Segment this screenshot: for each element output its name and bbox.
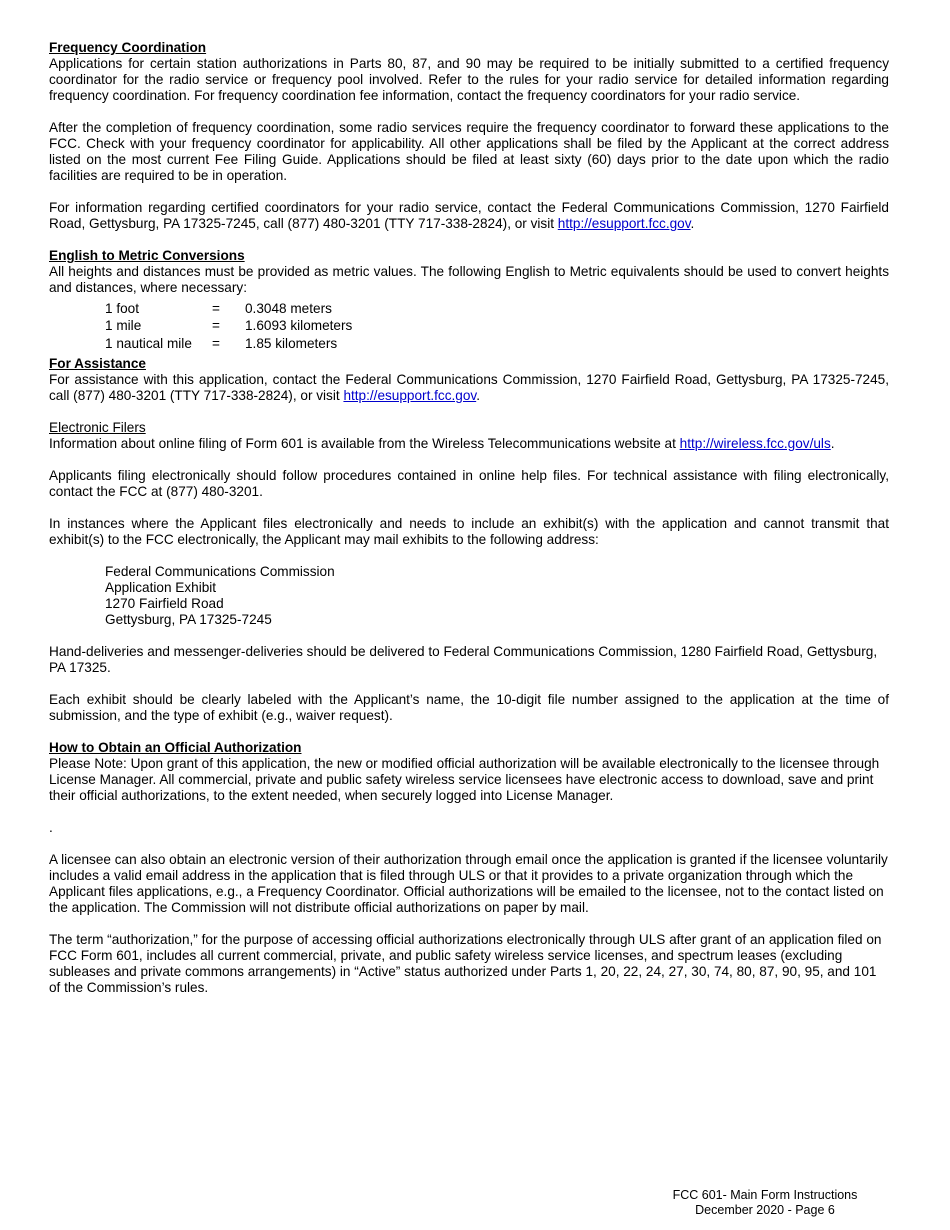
official-authorization-heading: How to Obtain an Official Authorization bbox=[49, 739, 302, 755]
wireless-uls-link[interactable]: http://wireless.fcc.gov/uls bbox=[679, 435, 831, 451]
freq-paragraph-1: Applications for certain station authorizations in Parts 80, 87, and 90 may be required to be initially submitted to a certified frequency coordinator for the radio service or frequency pool involved. Refer to the rules for your radio service for detailed information regarding frequency coordination. For frequency coordination fee information, contact the frequency coordinators for your radio service. bbox=[49, 56, 889, 103]
official-paragraph-2: A licensee can also obtain an electronic version of their authorization through email once the application is granted if the licensee voluntarily includes a valid email address in the application that is filed through ULS or that it provides to a private organization through which the Applicant files applications, e.g., a Frequency Coordinator. Official authorizations will be emailed to the licensee, not to the contact listed on the application. The Commission will not distribute official authorizations on paper by mail. bbox=[49, 851, 888, 915]
frequency-coordination-heading: Frequency Coordination bbox=[49, 40, 207, 55]
official-paragraph-1: Please Note: Upon grant of this application, the new or modified official authorization will be available electronically to the licensee through License Manager. All commercial, private and public safety wireless service licensees have electronic access to download, save and print their official authorizations, to the extent needed, when securely logged into License Manager. bbox=[49, 755, 880, 803]
assistance-paragraph: For assistance with this application, contact the Federal Communications Commission, 1270 Fairfield Road, Gettysburg, PA 17325-7245, call (877) 480-3201 (TTY 717-338-2824), or visit http://esupport.fcc.gov. bbox=[49, 371, 889, 403]
electronic-filers-heading: Electronic Filers bbox=[49, 419, 146, 435]
document-page bbox=[49, 40, 889, 996]
footer-page-number: December 2020 - Page 6 bbox=[695, 1203, 835, 1217]
esupport-link[interactable]: http://esupport.fcc.gov bbox=[557, 216, 691, 231]
conversion-row: 1 foot = 0.3048 meters bbox=[105, 300, 332, 316]
efilers-paragraph-1: Information about online filing of Form 601 is available from the Wireless Telecommunications website at http://wireless.fcc.gov/uls. bbox=[49, 435, 835, 451]
efilers-paragraph-3: In instances where the Applicant files electronically and needs to include an exhibit(s) with the application and cannot transmit that exhibit(s) to the FCC electronically, the Applicant may mail exhibits to the following address: bbox=[49, 515, 889, 547]
mailing-address: Federal Communications Commission Application Exhibit 1270 Fairfield Road Gettysburg, PA 17325-7245 bbox=[105, 563, 335, 627]
freq-paragraph-3: For information regarding certified coordinators for your radio service, contact the Federal Communications Commission, 1270 Fairfield Road, Gettysburg, PA 17325-7245, call (877) 480-3201 (TTY 717-338-2824), or visit http://esupport.fcc.gov. bbox=[49, 200, 889, 231]
page-footer bbox=[640, 1188, 890, 1218]
official-paragraph-3: The term “authorization,” for the purpose of accessing official authorizations electronically through ULS after grant of an application filed on FCC Form 601, includes all current commercial, private, and public safety wireless service licenses, and spectrum leases (excluding subleases and private commons arrangements) in “Active” status authorized under Parts 1, 20, 22, 24, 27, 30, 74, 80, 87, 90, 95, and 101 of the Commission’s rules. bbox=[49, 931, 882, 995]
efilers-paragraph-2: Applicants filing electronically should follow procedures contained in online help files. For technical assistance with filing electronically, contact the FCC at (877) 480-3201. bbox=[49, 467, 889, 499]
metric-paragraph: All heights and distances must be provided as metric values. The following English to Metric equivalents should be used to convert heights and distances, where necessary: bbox=[49, 264, 889, 295]
efilers-paragraph-4: Hand-deliveries and messenger-deliveries should be delivered to Federal Communications Commission, 1280 Fairfield Road, Gettysburg, PA 17325. bbox=[49, 643, 878, 675]
for-assistance-heading: For Assistance bbox=[49, 355, 146, 371]
stray-dot: . bbox=[49, 819, 53, 835]
esupport-link[interactable]: http://esupport.fcc.gov bbox=[343, 387, 477, 403]
conversion-row: 1 mile = 1.6093 kilometers bbox=[105, 318, 353, 334]
freq-paragraph-2: After the completion of frequency coordination, some radio services require the frequency coordinator to forward these applications to the FCC. Check with your frequency coordinator for applicability. All other applications shall be filed by the Applicant at the correct address listed on the most current Fee Filing Guide. Applications should be filed at least sixty (60) days prior to the date upon which the radio facilities are required to be in operation. bbox=[49, 120, 889, 183]
conversion-table bbox=[105, 300, 889, 353]
conversion-row: 1 nautical mile = 1.85 kilometers bbox=[105, 335, 338, 351]
efilers-paragraph-5: Each exhibit should be clearly labeled with the Applicant’s name, the 10-digit file number assigned to the application at the time of submission, and the type of exhibit (e.g., waiver request). bbox=[49, 691, 889, 723]
footer-form-title: FCC 601- Main Form Instructions bbox=[672, 1188, 858, 1202]
metric-conversions-heading: English to Metric Conversions bbox=[49, 248, 245, 263]
